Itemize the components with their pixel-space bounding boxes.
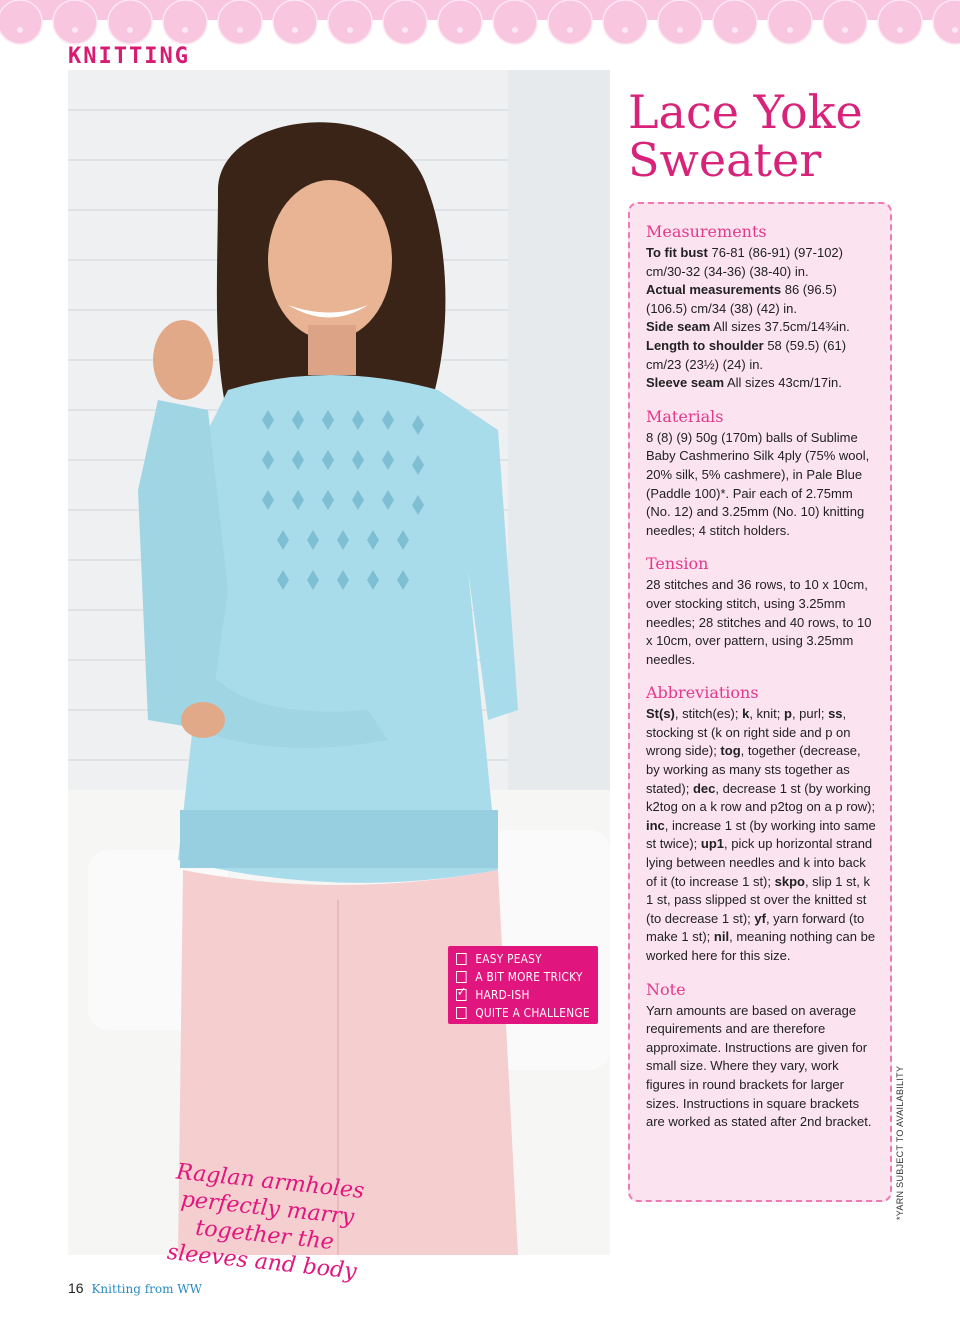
checkbox-icon [456,971,467,983]
model-photo [68,70,610,1285]
abbreviations-heading: Abbreviations [646,683,759,703]
measurements-section: Measurements To fit bust 76-81 (86-91) (97-102) cm/30-32 (34-36) (38-40) in. Actual measurements 86 (96.5) (106.5) cm/34 (38) (42) in. Side seam All sizes 37.5cm/14¾in. Length to shoulder 58 (59.5) (61) cm/23 (23½) (24) in. Sleeve seam All sizes 43cm/17in. [646,222,876,393]
pattern-info-panel [628,202,892,1202]
tension-text: 28 stitches and 36 rows, to 10 x 10cm, over stocking stitch, using 3.25mm needles; 28 stitches and 40 rows, to 10 x 10cm, over pattern, using 3.25mm needles. [646,577,872,667]
magazine-name: Knitting from WW [91,1282,202,1296]
checkbox-icon [456,1007,467,1019]
note-section [646,980,876,1132]
materials-text: 8 (8) (9) 50g (170m) balls of Sublime Baby Cashmerino Silk 4ply (75% wool, 20% silk, 5% cashmere), in Pale Blue (Paddle 100)*. Pair each of 2.75mm (No. 12) and 3.25mm (No. 10) knitting needles; 4 stitch holders. [646,429,870,538]
section-label: KNITTING [68,44,190,69]
measurements-heading: Measurements [646,222,767,241]
difficulty-badge [448,946,598,1024]
difficulty-option: EASY PEASY [456,950,581,968]
difficulty-option: QUITE A CHALLENGE [456,1004,581,1022]
title-line-1: Lace Yoke [628,85,863,139]
checkbox-icon [456,953,467,965]
photo-caption: Raglan armholes perfectly marry together the sleeves and body [165,1159,366,1285]
abbreviations-text: St(s), stitch(es); k, knit; p, purl; ss, stocking st (k on right side and p on wrong side); tog, together (decrease, by working as many sts together as stated); dec, decrease 1 st (by working k2tog on a k row and p2tog on a p row); inc, increase 1 st (by working into same st twice); up1, pick up horizontal strand lying between needles and k into back of it (to increase 1 st); skpo, slip 1 st, k 1 st, pass slipped st over the knitted st (to decrease 1 st); yf, yarn forward (to make 1 st); nil, meaning nothing can be worked here for this size. [646,706,876,963]
title-line-2: Sweater [628,133,822,187]
page-footer [68,1280,202,1296]
note-heading: Note [646,979,686,999]
yarn-availability-note: *YARN SUBJECT TO AVAILABILITY [895,1065,905,1220]
abbreviations-section [646,683,876,965]
difficulty-option: ✓ HARD-ISH [456,986,581,1004]
tension-heading: Tension [646,554,709,574]
note-text: Yarn amounts are based on average requirements and are therefore approximate. Instructions are given for small size. Where they vary, work figures in round brackets for larger sizes. Instructions in square brackets are worked as stated after 2nd bracket. [646,1002,872,1130]
page-number: 16 [68,1280,84,1296]
pattern-title [628,85,948,187]
checked-checkbox-icon [456,989,467,1001]
materials-section [646,407,876,541]
tension-section [646,554,876,669]
materials-heading: Materials [646,406,724,426]
difficulty-option: A BIT MORE TRICKY [456,968,581,986]
